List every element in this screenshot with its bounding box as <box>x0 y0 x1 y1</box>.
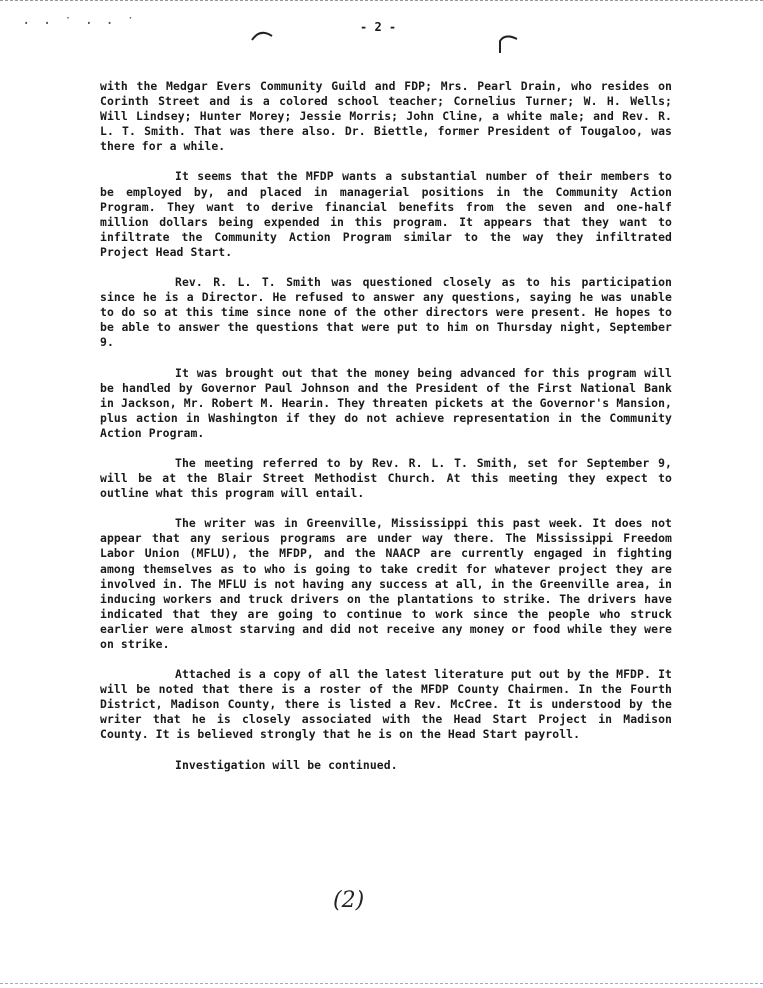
handwritten-arc-mark-left <box>250 28 274 42</box>
handwritten-arc-mark-right <box>497 33 521 55</box>
top-scan-edge <box>0 0 763 5</box>
paragraph-3: Rev. R. L. T. Smith was questioned closely as to his participation since he is a Director. He refused to answer any questions, saying he was unable to do so at this time since none of the other directors were present. He hopes to be able to answer the questions that were put to him on Thursday night, September 9. <box>100 275 672 350</box>
bottom-scan-edge <box>0 983 763 986</box>
memo-body <box>100 79 672 773</box>
corner-marks: · · ˙ · · ˙ <box>22 16 137 32</box>
paragraph-7: Attached is a copy of all the latest literature put out by the MFDP. It will be noted that there is a roster of the MFDP County Chairmen. In the Fourth District, Madison County, there is listed a Rev. McCree. It is understood by the writer that he is closely associated with the Head Start Project in Madison County. It is believed strongly that he is on the Head Start payroll. <box>100 667 672 742</box>
handwritten-sheet-number: (2) <box>333 888 365 913</box>
paragraph-4: It was brought out that the money being advanced for this program will be handled by Governor Paul Johnson and the President of the First National Bank in Jackson, Mr. Robert M. Hearin. They threaten pickets at the Governor's Mansion, plus action in Washington if they do not achieve representation in the Community Action Program. <box>100 365 672 440</box>
page-number: - 2 - <box>360 20 397 34</box>
closing-line: Investigation will be continued. <box>175 757 398 772</box>
paragraph-6: The writer was in Greenville, Mississippi this past week. It does not appear that any serious programs are under way there. The Mississippi Freedom Labor Union (MFLU), the MFDP, and the NAACP are currently engaged in fighting among themselves as to who is going to take credit for whatever project they are involved in. The MFLU is not having any success at all, in the Greenville area, in inducing workers and truck drivers on the plantations to strike. The drivers have indicated that they are going to continue to work since the people who struck earlier were almost starving and did not receive any money or food while they were on strike. <box>100 516 672 651</box>
paragraph-1: with the Medgar Evers Community Guild and FDP; Mrs. Pearl Drain, who resides on Corinth Street and is a colored school teacher; Cornelius Turner; W. H. Wells; Will Lindsey; Hunter Morey; Jessie Morris; John Cline, a white male; and Rev. R. L. T. Smith. That was there also. Dr. Biettle, former President of Tougaloo, was there for a while. <box>100 79 672 154</box>
paragraph-5: The meeting referred to by Rev. R. L. T. Smith, set for September 9, will be at the Blair Street Methodist Church. At this meeting they expect to outline what this program will entail. <box>100 455 672 501</box>
paragraph-2: It seems that the MFDP wants a substantial number of their members to be employed by, and placed in managerial positions in the Community Action Program. They want to derive financial benefits from the seven and one-half million dollars being expended in this program. It appears that they want to infiltrate the Community Action Program similar to the way they infiltrated Project Head Start. <box>100 169 672 259</box>
